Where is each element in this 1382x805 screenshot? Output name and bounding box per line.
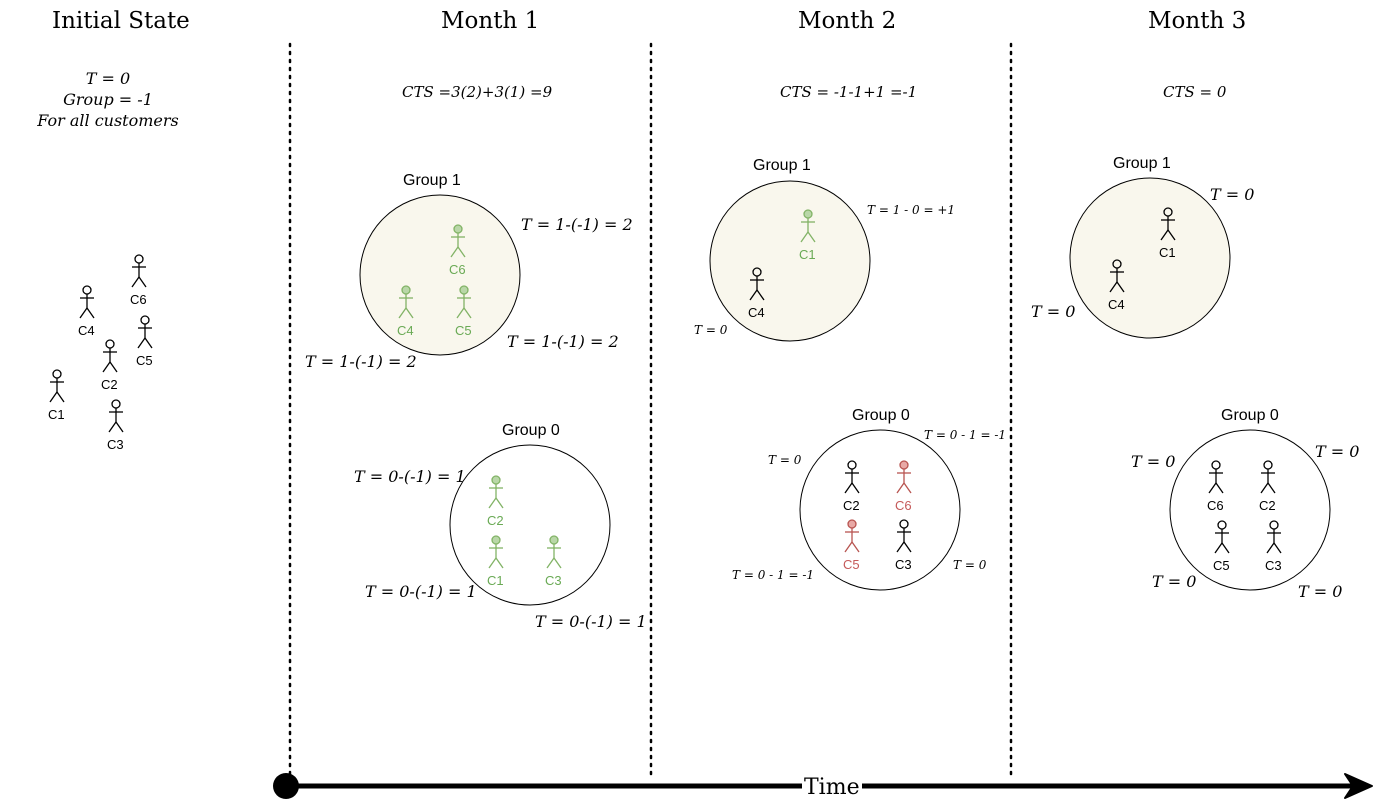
m1-customer-label: C3 <box>545 573 562 588</box>
m3-t-c6: T = 0 <box>1131 452 1176 471</box>
m2-t-c4: T = 0 <box>694 323 728 337</box>
m1-cts: CTS =3(2)+3(1) =9 <box>402 83 553 101</box>
m2-customer-label: C3 <box>895 557 912 572</box>
m2-group0-circle <box>800 430 960 590</box>
m1-t-c6: T = 1-(-1) = 2 <box>521 215 633 234</box>
m3-t-c5: T = 0 <box>1152 572 1197 591</box>
m1-t-c5: T = 1-(-1) = 2 <box>507 332 619 351</box>
m2-customer-label: C2 <box>843 498 860 513</box>
m3-customer-label: C1 <box>1159 245 1176 260</box>
m3-customer-label: C6 <box>1207 498 1224 513</box>
m2-customer-label: C6 <box>895 498 912 513</box>
m1-group1-title: Group 1 <box>403 172 461 189</box>
person-icon <box>109 400 123 432</box>
timeline-start-dot <box>273 773 299 799</box>
initial-customer-label: C6 <box>130 292 147 307</box>
m1-t-c3: T = 0-(-1) = 1 <box>535 612 647 631</box>
column-title-month1: Month 1 <box>441 8 540 34</box>
m1-customer-label: C4 <box>397 323 414 338</box>
initial-customer-label: C3 <box>107 437 124 452</box>
column-title-month2: Month 2 <box>798 8 897 34</box>
m1-group0-title: Group 0 <box>502 422 560 439</box>
initial-customer-label: C1 <box>48 407 65 422</box>
initial-customer-label: C4 <box>78 323 95 338</box>
m1-t-c2: T = 0-(-1) = 1 <box>354 467 466 486</box>
timeline-label: Time <box>804 775 860 800</box>
m3-group0-circle <box>1170 430 1330 590</box>
m2-group0-title: Group 0 <box>852 407 910 424</box>
person-icon <box>138 316 152 348</box>
m1-customer-label: C2 <box>487 513 504 528</box>
m2-customer-label: C1 <box>799 247 816 262</box>
initial-scope: For all customers <box>37 111 179 130</box>
m3-t-c1: T = 0 <box>1210 185 1255 204</box>
m2-t-c2: T = 0 <box>768 453 802 467</box>
m3-t-c3: T = 0 <box>1298 582 1343 601</box>
person-icon <box>50 370 64 402</box>
m1-t-c1: T = 0-(-1) = 1 <box>365 582 477 601</box>
initial-t: T = 0 <box>85 69 131 88</box>
m1-customer-label: C1 <box>487 573 504 588</box>
m2-t-c5: T = 0 - 1 = -1 <box>732 568 815 582</box>
person-icon <box>103 340 117 372</box>
m3-customer-label: C2 <box>1259 498 1276 513</box>
initial-group: Group = -1 <box>63 90 153 109</box>
m1-customer-label: C6 <box>449 262 466 277</box>
m2-customer-label: C4 <box>748 305 765 320</box>
m2-t-c6: T = 0 - 1 = -1 <box>924 428 1007 442</box>
m1-customer-label: C5 <box>455 323 472 338</box>
column-title-month3: Month 3 <box>1148 8 1247 34</box>
initial-customer-label: C2 <box>101 377 118 392</box>
m3-customer-label: C4 <box>1108 297 1125 312</box>
m2-cts: CTS = -1-1+1 =-1 <box>780 83 918 101</box>
initial-note <box>28 68 188 131</box>
m2-group1-circle <box>710 181 870 341</box>
m2-group1-title: Group 1 <box>753 157 811 174</box>
m1-t-c4: T = 1-(-1) = 2 <box>305 352 417 371</box>
initial-customer-label: C5 <box>136 353 153 368</box>
person-icon <box>80 286 94 318</box>
column-title-initial: Initial State <box>52 8 190 34</box>
m3-t-c2: T = 0 <box>1315 442 1360 461</box>
m3-group0-title: Group 0 <box>1221 407 1279 424</box>
m1-group0-circle <box>450 445 610 605</box>
m3-customer-label: C5 <box>1213 558 1230 573</box>
m3-customer-label: C3 <box>1265 558 1282 573</box>
m2-t-c1: T = 1 - 0 = +1 <box>867 203 956 217</box>
m3-cts: CTS = 0 <box>1163 83 1227 101</box>
m1-group1-circle <box>360 195 520 355</box>
m3-t-c4: T = 0 <box>1031 302 1076 321</box>
m3-group1-circle <box>1070 178 1230 338</box>
m2-t-c3: T = 0 <box>953 558 987 572</box>
m2-customer-label: C5 <box>843 557 860 572</box>
m3-group1-title: Group 1 <box>1113 155 1171 172</box>
person-icon <box>132 255 146 287</box>
